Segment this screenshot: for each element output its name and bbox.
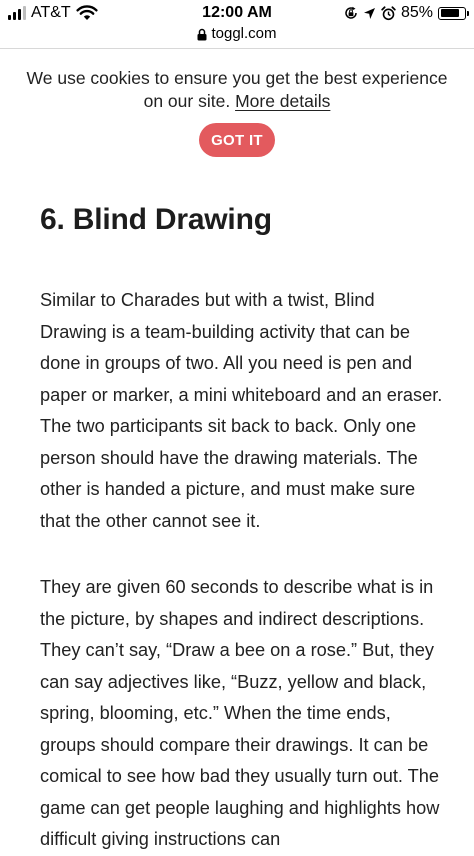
cookie-message: We use cookies to ensure you get the best experience on our site. bbox=[26, 68, 448, 111]
url-text: toggl.com bbox=[211, 25, 277, 42]
battery-icon bbox=[438, 7, 466, 20]
carrier-label: AT&T bbox=[31, 4, 71, 21]
cookie-banner-message bbox=[20, 67, 454, 113]
more-details-link[interactable]: More details bbox=[235, 91, 331, 111]
status-bar bbox=[0, 0, 474, 48]
section-heading: 6. Blind Drawing bbox=[40, 203, 272, 236]
location-icon bbox=[363, 7, 376, 20]
status-divider bbox=[0, 48, 474, 49]
address-bar[interactable] bbox=[0, 25, 474, 42]
article-paragraph: They are given 60 seconds to describe what is in the picture, by shapes and indirect descriptions. They can’t say, “Draw a bee on a rose.” But, they can say adjectives like, “Buzz, yellow and black, spring, blooming, etc.” When the time ends, groups should compare their drawings. It can be comical to see how bad they usually turn out. The game can get people laughing and highlights how difficult giving instructions can bbox=[40, 577, 440, 849]
lock-icon bbox=[197, 28, 207, 41]
status-time: 12:00 AM bbox=[202, 4, 272, 21]
alarm-icon bbox=[381, 6, 396, 21]
status-right bbox=[344, 4, 466, 22]
battery-percent: 85% bbox=[400, 4, 433, 21]
article-paragraph: Similar to Charades but with a twist, Blind Drawing is a team-building activity that can be done in groups of two. All you need is pen and paper or marker, a mini whiteboard and an eraser. The two participants sit back to back. Only one person should have the drawing materials. The other is handed a picture, and must make sure that the other cannot see it. bbox=[40, 290, 443, 531]
got-it-button[interactable]: GOT IT bbox=[199, 123, 275, 157]
screen-rotation-lock-icon bbox=[344, 6, 358, 20]
